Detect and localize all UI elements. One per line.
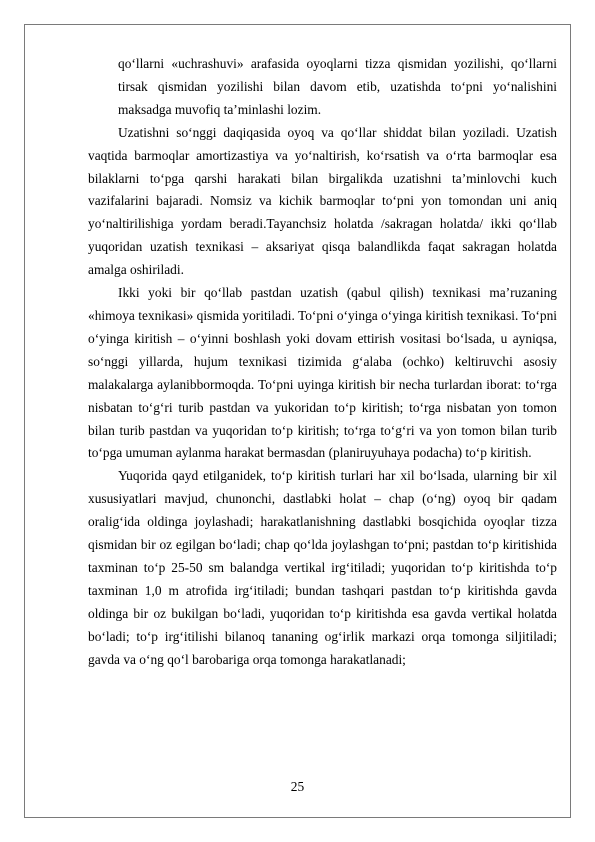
paragraph-3: Ikki yoki bir qo‘llab pastdan uzatish (qabul qilish) texnikasi ma’ruzaning «himoya texnikasi» qismida yoritiladi. To‘pni o‘yinga o‘yinga kiritish texnikasi. To‘pni o‘yinga kiritish – o‘yinni boshlash yoki dovam ettirish vositasi bo‘lsada, u ayniqsa, so‘nggi yillarda, hujum texnikasi tizimida g‘alaba (ochko) keltiruvchi asosiy malakalarga aylanibbormoqda. To‘pni uyinga kiritish bir necha turlardan iborat: to‘rga nisbatan to‘g‘ri turib pastdan va yukoridan to‘p kiritish; to‘rga nisbatan yon tomon bilan turib pastdan va yuqoridan to‘p kiritish; to‘rga to‘g‘ri va yon tomon bilan turib to‘pga umuman aylanma harakat bermasdan (planiruyuhaya podacha) to‘p kiritish. bbox=[88, 285, 557, 461]
page-number: 25 bbox=[290, 779, 305, 794]
paragraph-2: Uzatishni so‘nggi daqiqasida oyoq va qo‘llar shiddat bilan yoziladi. Uzatish vaqtida barmoqlar amortizastiya va yo‘naltirish, ko‘rsatish va o‘rta barmoqlar esa bilaklarni to‘pga qarshi harakati bilan birgalikda uzatishni ta’minlovchi kuch vazifalarini bajaradi. Nomsiz va kichik barmoqlar to‘pni yon tomondan uni aniq yo‘naltirilishiga yordam beradi.Tayanchsiz holatda /sakragan holatda/ ikki qo‘llab yuqoridan uzatish texnikasi – aksariyat qisqa balandlikda faqat sakragan holatda amalga oshiriladi. bbox=[88, 124, 557, 278]
document-body bbox=[88, 53, 557, 671]
paragraph-4: Yuqorida qayd etilganidek, to‘p kiritish turlari har xil bo‘lsada, ularning bir xil xususiyatlari mavjud, chunonchi, dastlabki holat – chap (o‘ng) oyoq bir qadam oralig‘ida oldinga joylashadi; harakatlanishning dastlabki bosqichida oyoqlar tizza qismidan bir oz egilgan bo‘ladi; chap qo‘lda joylashgan to‘pni; pastdan to‘p kiritishida taxminan to‘p 25-50 sm balandga vertikal irg‘itiladi; yuqoridan to‘p kiritishda to‘p taxminan 1,0 m atrofida irg‘itiladi; bundan tashqari pastdan to‘p kiritishda gavda oldinga bir oz bukilgan bo‘ladi, yuqoridan to‘p kiritishda esa gavda vertikal holatda bo‘ladi; to‘p irg‘itilishi bilanoq tananing og‘irlik markazi orqa tomonga siljitiladi; gavda va o‘ng qo‘l barobariga orqa tomonga harakatlanadi; bbox=[88, 468, 557, 667]
paragraph-1: qo‘llarni «uchrashuvi» arafasida oyoqlarni tizza qismidan yozilishi, qo‘llarni tirsak qismidan yozilishi bilan davom etib, uzatishda to‘pni yo‘nalishini maksadga muvofiq ta’minlashi lozim. bbox=[118, 56, 557, 117]
